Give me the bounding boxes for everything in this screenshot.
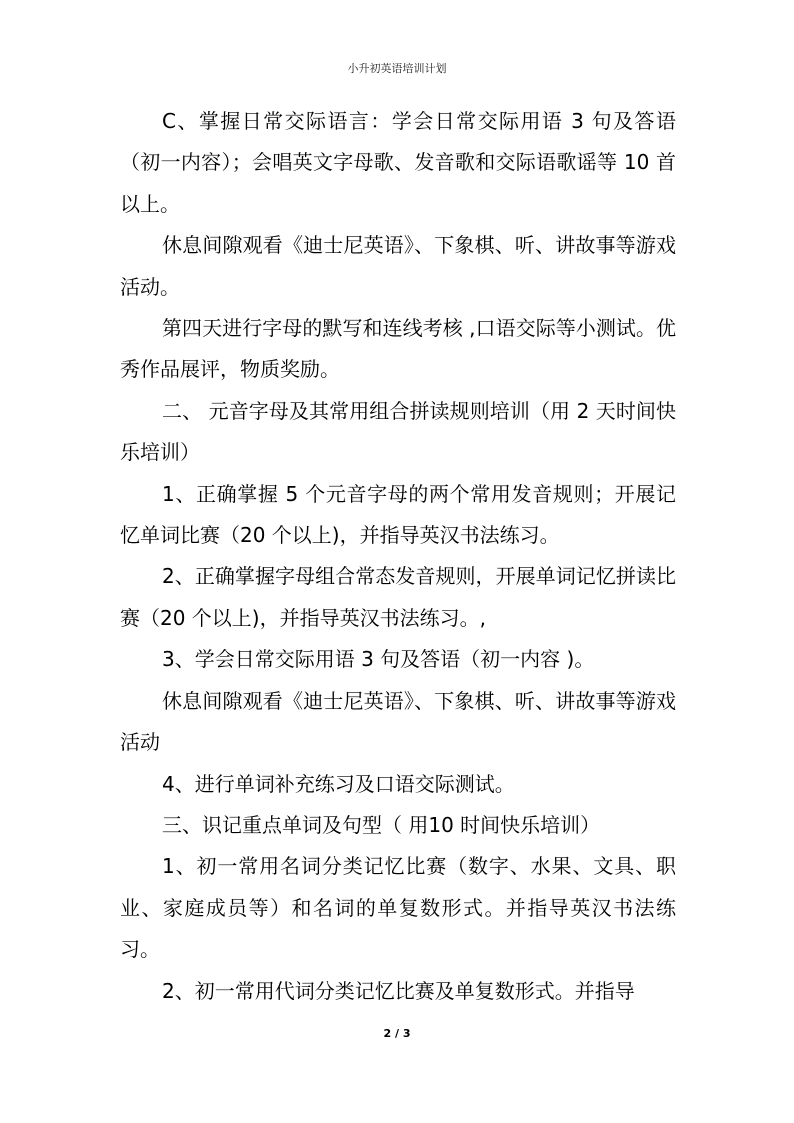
page-header-title: 小升初英语培训计划	[347, 62, 447, 75]
paragraph: C、掌握日常交际语言：学会日常交际用语 3 句及答语（初一内容）；会唱英文字母歌、发音歌和交际语歌谣等 10 首以上。	[120, 109, 676, 216]
document-body	[120, 101, 676, 1012]
paragraph: 第四天进行字母的默写和连线考核 ,口语交际等小测试。优秀作品展评，物质奖励。	[120, 316, 676, 382]
paragraph: 2、正确掌握字母组合常态发音规则，开展单词记忆拼读比赛（20 个以上)，并指导英汉书法练习。,	[120, 564, 676, 630]
paragraph: 休息间隙观看《迪士尼英语》、下象棋、听、讲故事等游戏活动	[120, 688, 676, 755]
paragraph: 1、正确掌握 5 个元音字母的两个常用发音规则；开展记忆单词比赛（20 个以上)，并指导英汉书法练习。	[120, 481, 676, 548]
paragraph: 休息间隙观看《迪士尼英语》、下象棋、听、讲故事等游戏活动。	[120, 233, 676, 299]
paragraph: 1、初一常用名词分类记忆比赛（数字、水果、文具、职业、家庭成员等）和名词的单复数形式。并指导英汉书法练习。	[120, 854, 676, 962]
section-heading: 三、识记重点单词及句型（ 用10 时间快乐培训）	[162, 812, 601, 837]
page-number: 2 / 3	[383, 1027, 411, 1040]
paragraph: 2、初一常用代词分类记忆比赛及单复数形式。并指导	[162, 978, 635, 1003]
section-heading: 二、 元音字母及其常用组合拼读规则培训（用 2 天时间快乐培训）	[120, 398, 676, 465]
paragraph: 4、进行单词补充练习及口语交际测试。	[162, 771, 515, 796]
paragraph: 3、学会日常交际用语 3 句及答语（初一内容 )。	[162, 647, 595, 672]
